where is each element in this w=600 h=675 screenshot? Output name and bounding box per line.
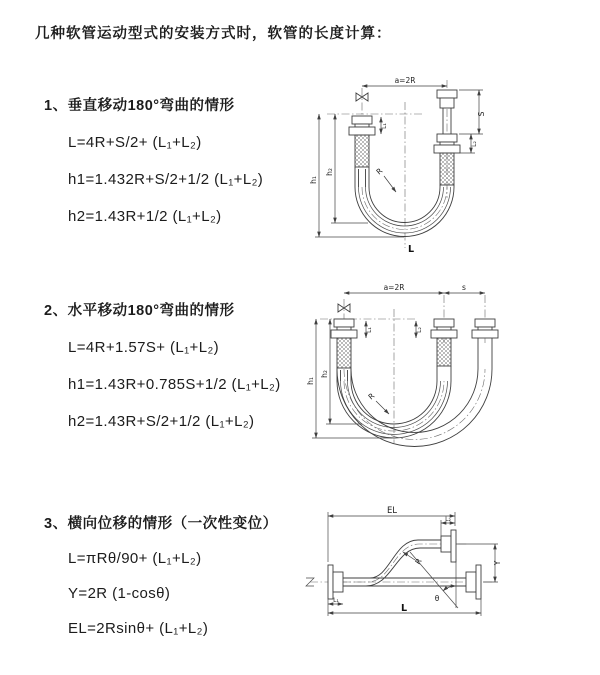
dim-label-el: EL [386,506,398,516]
dim-label-s: S [477,111,486,117]
section-heading: 3、横向位移的情形（一次性变位） [44,516,278,532]
middle-fitting [431,319,457,366]
dim-label-l2: L₂ [416,327,423,333]
dim-label-radius: R [413,556,424,567]
dim-label-l2: L₂ [471,141,478,147]
dim-label-radius: R [366,391,377,402]
dim-label-h1: h₁ [309,176,318,184]
dimension-l1 [366,321,373,338]
formula-line: h2=1.43R+1/2 (L₁+L₂) [68,208,222,225]
diagram-horizontal-180-bend [304,281,596,451]
left-fitting [349,116,375,167]
section-heading: 1、垂直移动180°弯曲的情形 [44,98,235,114]
dim-label-l1: L₁ [333,597,339,604]
dim-label-h1: h₁ [306,377,315,385]
right-displaced-fitting [472,319,498,369]
formula-line: h1=1.43R+0.785S+1/2 (L₁+L₂) [68,376,281,393]
formula-line: L=πRθ/90+ (L₁+L₂) [68,550,202,567]
diagram-vertical-180-bend [305,72,595,260]
dim-label-length: L [400,603,408,614]
dim-label-radius: R [374,166,385,177]
formula-line: EL=2Rsinθ+ (L₁+L₂) [68,620,209,637]
section-heading: 2、水平移动180°弯曲的情形 [44,303,235,319]
dim-label-span: a=2R [394,76,416,85]
formula-line: h1=1.432R+S/2+1/2 (L₁+L₂) [68,171,264,188]
dimension-radius [403,552,424,566]
left-flange [328,565,343,599]
braided-hose-section [355,135,369,167]
dimension-radius [367,391,389,414]
dimension-s [459,90,486,153]
right-fittings [434,90,460,185]
dim-label-l1: L₁ [381,123,388,129]
dimension-radius [375,166,396,192]
dim-label-y: Y [493,560,502,566]
braided-hose-section [440,153,454,185]
dim-label-shift: s [462,283,466,292]
formula-line: h2=1.43R+S/2+1/2 (L₁+L₂) [68,413,255,430]
braided-hose-section [337,338,351,368]
section-lateral-displacement [44,514,278,639]
section-horizontal-180-bend [44,301,281,432]
dim-label-span: a=2R [383,283,405,292]
dimension-length [328,599,481,616]
section-vertical-180-bend [44,96,263,227]
formula-line: L=4R+1.57S+ (L₁+L₂) [68,339,220,356]
dimension-span [362,76,447,86]
dim-label-l2: L₂ [445,516,451,523]
dim-label-h2: h₂ [320,370,329,378]
braided-hose-section [437,338,451,366]
page-title: 几种软管运动型式的安装方式时，软管的长度计算： [35,26,392,42]
diagram-lateral-displacement [298,502,600,652]
dim-label-length: L [407,244,415,255]
dim-label-l1: L₁ [366,327,373,333]
dimension-span [344,283,485,293]
dimension-el [328,506,455,562]
formula-line: Y=2R (1-cosθ) [68,585,171,602]
upper-flange [451,530,456,562]
left-fitting [331,319,357,368]
dim-label-theta: θ [434,594,440,603]
formula-line: L=4R+S/2+ (L₁+L₂) [68,134,202,151]
upper-flange-hub [441,536,451,552]
dimension-l1 [381,117,388,134]
dim-label-h2: h₂ [325,168,334,176]
centerlines [320,295,485,443]
hose-u-bend [355,167,454,237]
dimension-l2 [416,321,423,338]
